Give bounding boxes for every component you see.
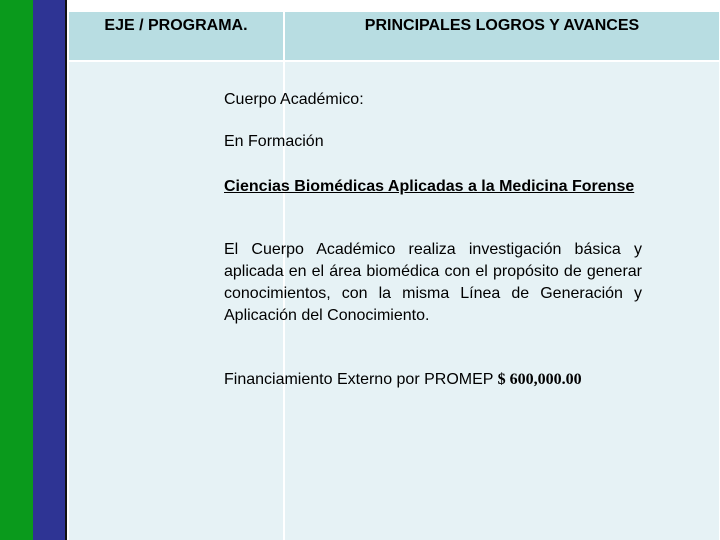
- header-achievements: PRINCIPALES LOGROS Y AVANCES: [285, 12, 719, 60]
- research-group-title-text: Ciencias Biomédicas Aplicadas a la Medicina Forense: [224, 178, 635, 195]
- formation-status: En Formación: [224, 133, 324, 150]
- left-blue-stripe: [33, 0, 65, 540]
- academic-body-label: Cuerpo Académico:: [224, 91, 364, 108]
- header-axis-program: EJE / PROGRAMA.: [69, 12, 283, 60]
- funding-line: [224, 369, 642, 391]
- research-group-title: [224, 176, 642, 198]
- left-green-stripe: [0, 0, 33, 540]
- funding-label: Financiamiento Externo por PROMEP: [224, 371, 498, 388]
- description-paragraph: El Cuerpo Académico realiza investigación básica y aplicada en el área biomédica con el propósito de generar conocimientos, con la misma Línea de Generación y Aplicación del Conocimiento.: [224, 241, 642, 324]
- funding-amount: $ 600,000.00: [497, 371, 582, 388]
